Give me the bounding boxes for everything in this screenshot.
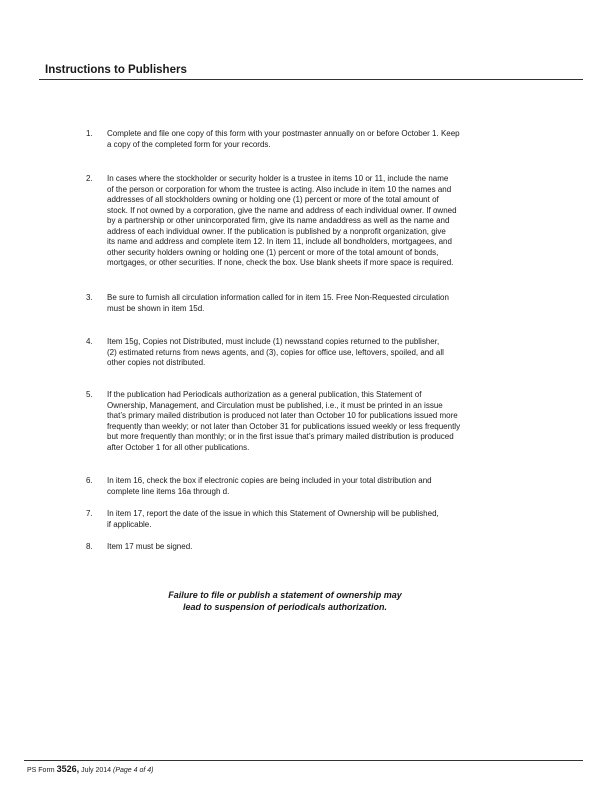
instruction-text: Item 15g, Copies not Distributed, must include (1) newsstand copies returned to the publisher, (2) estimated returns from news agents, and (3), copies for office use, leftovers, spoiled, and all other copies not distributed. <box>107 337 444 367</box>
instruction-item-3 <box>86 293 516 314</box>
instruction-item-8 <box>86 542 516 553</box>
instruction-text: In item 17, report the date of the issue in which this Statement of Ownership will be published, if applicable. <box>107 509 439 529</box>
instruction-item-4 <box>86 337 516 369</box>
instruction-number: 6. <box>86 476 93 485</box>
instruction-number: 3. <box>86 293 93 302</box>
footer-form-number: 3526, <box>56 764 80 774</box>
instruction-item-6 <box>86 476 516 497</box>
instruction-item-1 <box>86 129 516 150</box>
warning-notice: Failure to file or publish a statement of ownership may lead to suspension of periodicals authorization. <box>168 590 402 612</box>
instruction-text: If the publication had Periodicals authorization as a general publication, this Statement of Ownership, Management, and Circulation must be published, i.e., it must be printed in an issue that’s primary mailed distribution is produced not later than October 10 for publications issued more frequently than weekly; or not later than October 31 for publications issued weekly or less frequently but more frequently than monthly; or in the first issue that’s primary mailed distribution is produced after October 1 for all other publications. <box>107 390 461 452</box>
instruction-text: Be sure to furnish all circulation information called for in item 15. Free Non-Requested circulation must be shown in item 15d. <box>107 293 449 313</box>
instruction-text: In cases where the stockholder or security holder is a trustee in items 10 or 11, include the name of the person or corporation for whom the trustee is acting. Also include in item 10 the names and addresses of all stockholders owning or holding one (1) percent or more of the total amount of stock. If not owned by a corporation, give the name and address of each individual owner. If owned by a partnership or other unincorporated firm, give its name andaddress as well as the name and address of each individual owner. If the publication is published by a nonprofit organization, give its name and address and complete item 12. In item 11, include all bondholders, mortgagees, and other security holders owning or holding one (1) percent or more of the total amount of bonds, mortgages, or other securities. If none, check the box. Use blank sheets if more space is required. <box>107 174 457 267</box>
page-footer <box>27 764 153 774</box>
footer-form-prefix: PS Form <box>27 767 55 774</box>
instruction-number: 7. <box>86 509 93 518</box>
instruction-text: Item 17 must be signed. <box>107 542 193 551</box>
instruction-item-5 <box>86 390 516 453</box>
instruction-number: 4. <box>86 337 93 346</box>
instruction-number: 5. <box>86 390 93 399</box>
instruction-text: In item 16, check the box if electronic copies are being included in your total distribution and complete line items 16a through d. <box>107 476 432 496</box>
footer-divider <box>24 760 583 761</box>
footer-form-date: July 2014 <box>81 767 112 774</box>
title-divider <box>39 79 583 80</box>
footer-page-info: (Page 4 of 4) <box>112 767 154 774</box>
instruction-number: 8. <box>86 542 93 551</box>
page-title: Instructions to Publishers <box>45 64 187 76</box>
instruction-number: 1. <box>86 129 93 138</box>
instruction-number: 2. <box>86 174 93 183</box>
instruction-item-7 <box>86 509 516 530</box>
instruction-text: Complete and file one copy of this form with your postmaster annually on or before October 1. Keep a copy of the completed form for your records. <box>107 129 460 149</box>
instruction-item-2 <box>86 174 516 269</box>
